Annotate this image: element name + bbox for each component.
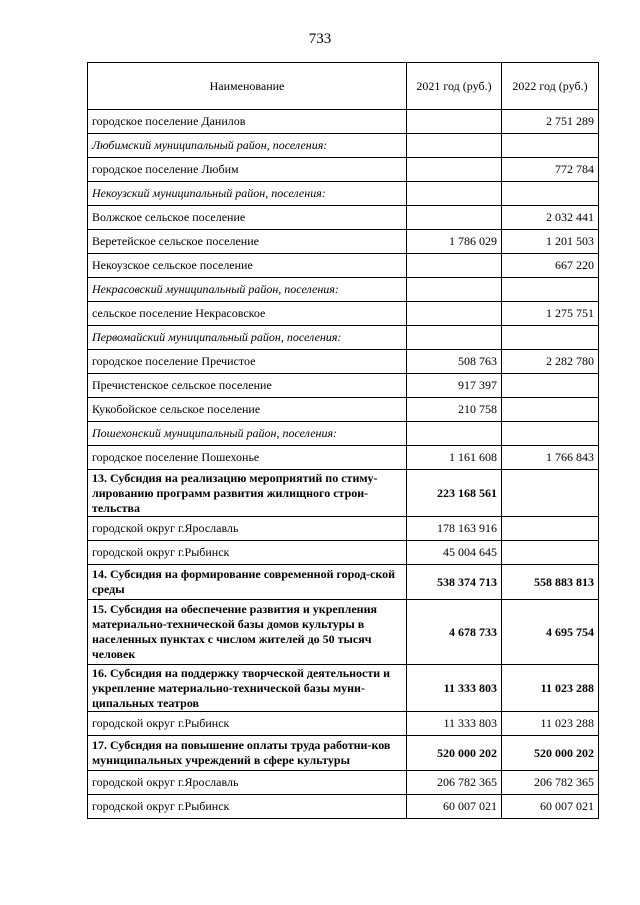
- row-name-cell: 13. Субсидия на реализацию мероприятий по стиму-лированию программ развития жилищного строи-тельства: [88, 470, 407, 517]
- row-2021-cell: [407, 182, 502, 206]
- subsidy-total-row: [88, 470, 599, 517]
- table-row: [88, 230, 599, 254]
- row-2021-cell: 520 000 202: [407, 736, 502, 771]
- row-name-cell: Пречистенское сельское поселение: [88, 374, 407, 398]
- section-row: [88, 134, 599, 158]
- table-row: [88, 158, 599, 182]
- row-2021-cell: [407, 278, 502, 302]
- row-name-cell: 16. Субсидия на поддержку творческой деятельности и укрепление материально-технической базы муни-ципальных театров: [88, 665, 407, 712]
- row-name-cell: Веретейское сельское поселение: [88, 230, 407, 254]
- row-name-cell: Пошехонский муниципальный район, поселения:: [88, 422, 407, 446]
- table-row: [88, 206, 599, 230]
- row-2021-cell: [407, 158, 502, 182]
- row-2021-cell: 1 786 029: [407, 230, 502, 254]
- subsidy-total-row: [88, 600, 599, 665]
- table-row: [88, 374, 599, 398]
- subsidy-total-row: [88, 736, 599, 771]
- page-number: 733: [308, 31, 332, 47]
- row-2022-cell: 60 007 021: [502, 795, 599, 819]
- row-2022-cell: 1 766 843: [502, 446, 599, 470]
- row-name-cell: городской округ г.Рыбинск: [88, 712, 407, 736]
- row-2022-cell: [502, 182, 599, 206]
- row-2021-cell: 206 782 365: [407, 771, 502, 795]
- subsidy-total-row: [88, 565, 599, 600]
- row-2022-cell: 11 023 288: [502, 665, 599, 712]
- row-2021-cell: 210 758: [407, 398, 502, 422]
- table-row: [88, 517, 599, 541]
- row-name-cell: городской округ г.Рыбинск: [88, 795, 407, 819]
- row-2022-cell: [502, 541, 599, 565]
- row-name-cell: Первомайский муниципальный район, поселения:: [88, 326, 407, 350]
- table-row: [88, 302, 599, 326]
- section-row: [88, 278, 599, 302]
- table-body: [88, 110, 599, 819]
- row-2022-cell: 667 220: [502, 254, 599, 278]
- row-2021-cell: 508 763: [407, 350, 502, 374]
- row-name-cell: сельское поселение Некрасовское: [88, 302, 407, 326]
- row-2022-cell: 11 023 288: [502, 712, 599, 736]
- row-2021-cell: [407, 254, 502, 278]
- row-name-cell: Волжское сельское поселение: [88, 206, 407, 230]
- row-2022-cell: [502, 278, 599, 302]
- row-2022-cell: 1 275 751: [502, 302, 599, 326]
- row-name-cell: городской округ г.Ярославль: [88, 517, 407, 541]
- row-2021-cell: 917 397: [407, 374, 502, 398]
- row-2022-cell: 1 201 503: [502, 230, 599, 254]
- row-2021-cell: [407, 134, 502, 158]
- table-row: [88, 541, 599, 565]
- row-name-cell: городское поселение Данилов: [88, 110, 407, 134]
- table-row: [88, 712, 599, 736]
- row-2021-cell: [407, 206, 502, 230]
- row-2022-cell: 520 000 202: [502, 736, 599, 771]
- row-2021-cell: 4 678 733: [407, 600, 502, 665]
- row-name-cell: городское поселение Пошехонье: [88, 446, 407, 470]
- row-2021-cell: 1 161 608: [407, 446, 502, 470]
- row-2022-cell: [502, 134, 599, 158]
- row-2022-cell: 206 782 365: [502, 771, 599, 795]
- row-name-cell: 15. Субсидия на обеспечение развития и укрепления материально-технической базы домов культуры в населенных пунктах с числом жителей до 50 тысяч человек: [88, 600, 407, 665]
- row-2022-cell: 4 695 754: [502, 600, 599, 665]
- table-row: [88, 398, 599, 422]
- table-row: [88, 446, 599, 470]
- row-2022-cell: [502, 517, 599, 541]
- row-2021-cell: 538 374 713: [407, 565, 502, 600]
- row-name-cell: городской округ г.Рыбинск: [88, 541, 407, 565]
- row-2022-cell: 2 282 780: [502, 350, 599, 374]
- table-row: [88, 795, 599, 819]
- section-row: [88, 422, 599, 446]
- row-name-cell: городское поселение Любим: [88, 158, 407, 182]
- row-name-cell: Кукобойское сельское поселение: [88, 398, 407, 422]
- row-2022-cell: [502, 398, 599, 422]
- column-header-2022: 2022 год (руб.): [502, 63, 599, 110]
- row-2022-cell: 2 751 289: [502, 110, 599, 134]
- table-row: [88, 771, 599, 795]
- row-2021-cell: 11 333 803: [407, 665, 502, 712]
- table-row: [88, 254, 599, 278]
- column-header-2021: 2021 год (руб.): [407, 63, 502, 110]
- row-2021-cell: [407, 110, 502, 134]
- row-name-cell: городское поселение Пречистое: [88, 350, 407, 374]
- row-2021-cell: 11 333 803: [407, 712, 502, 736]
- row-2022-cell: [502, 470, 599, 517]
- row-name-cell: городской округ г.Ярославль: [88, 771, 407, 795]
- row-2022-cell: 2 032 441: [502, 206, 599, 230]
- row-2021-cell: 223 168 561: [407, 470, 502, 517]
- column-header-name: Наименование: [88, 63, 407, 110]
- row-2022-cell: [502, 326, 599, 350]
- row-2022-cell: [502, 422, 599, 446]
- row-2021-cell: [407, 302, 502, 326]
- row-2021-cell: 178 163 916: [407, 517, 502, 541]
- row-2022-cell: 772 784: [502, 158, 599, 182]
- row-2022-cell: [502, 374, 599, 398]
- table-row: [88, 350, 599, 374]
- table-row: [88, 110, 599, 134]
- subsidy-table: [87, 62, 599, 819]
- section-row: [88, 326, 599, 350]
- section-row: [88, 182, 599, 206]
- row-name-cell: Любимский муниципальный район, поселения:: [88, 134, 407, 158]
- subsidy-total-row: [88, 665, 599, 712]
- row-2021-cell: 60 007 021: [407, 795, 502, 819]
- row-2021-cell: [407, 326, 502, 350]
- row-name-cell: Некоузский муниципальный район, поселения:: [88, 182, 407, 206]
- row-name-cell: Некоузское сельское поселение: [88, 254, 407, 278]
- row-2021-cell: 45 004 645: [407, 541, 502, 565]
- row-2021-cell: [407, 422, 502, 446]
- row-name-cell: Некрасовский муниципальный район, поселения:: [88, 278, 407, 302]
- row-2022-cell: 558 883 813: [502, 565, 599, 600]
- table-header-row: [88, 63, 599, 110]
- row-name-cell: 17. Субсидия на повышение оплаты труда работни-ков муниципальных учреждений в сфере культуры: [88, 736, 407, 771]
- row-name-cell: 14. Субсидия на формирование современной город-ской среды: [88, 565, 407, 600]
